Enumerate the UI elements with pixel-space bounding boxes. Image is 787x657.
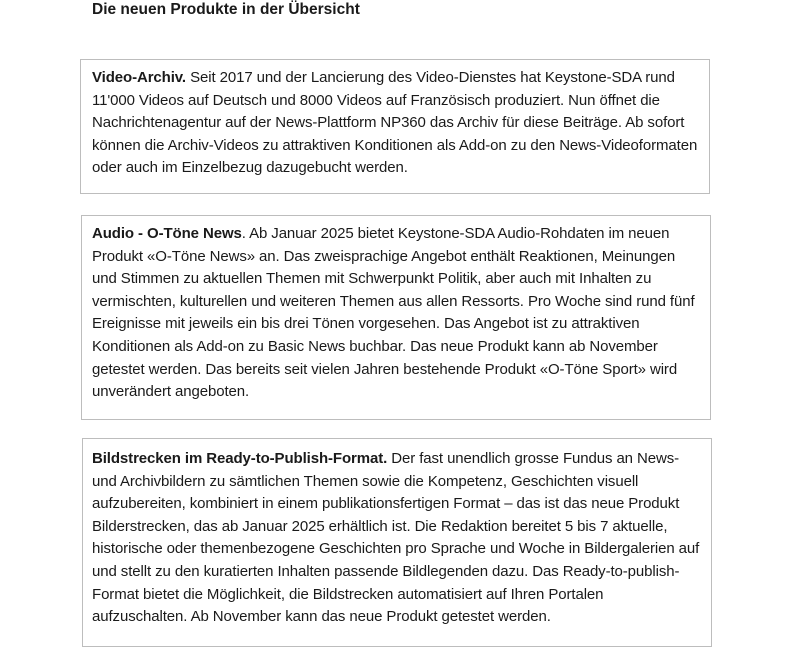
section-heading: Die neuen Produkte in der Übersicht [92, 1, 360, 18]
product-text: Seit 2017 und der Lancierung des Video-Dienstes hat Keystone-SDA rund 11'000 Videos auf Deutsch und 8000 Videos auf Französisch produziert. Nun öffnet die Nachrichtenagentur auf der News-Plattform NP360 das Archiv für diese Beiträge. Ab sofort können die Archiv-Videos zu attraktiven Konditionen als Add-on zu den News-Videoformaten oder auch im Einzelbezug dazugebucht werden. [92, 69, 698, 177]
product-title: Bildstrecken im Ready-to-Publish-Format. [92, 450, 388, 467]
product-description [92, 448, 701, 629]
product-text: . Ab Januar 2025 bietet Keystone-SDA Audio-Rohdaten im neuen Produkt «O-Töne News» an. Das zweisprachige Angebot enthält Reaktionen, Meinungen und Stimmen zu aktuellen Themen mit Schwerpunkt Politik, aber auch mit Inhalten zu vermischten, kulturellen und weiteren Themen aus allen Ressorts. Pro Woche sind rund fünf Ereignisse mit jeweils ein bis drei Tönen vorgesehen. Das Angebot ist zu attraktiven Konditionen als Add-on zu Basic News buchbar. Das neue Produkt kann ab November getestet werden. Das bereits seit vielen Jahren bestehende Produkt «O-Töne Sport» wird unverändert angeboten. [92, 225, 695, 401]
product-description [92, 223, 700, 404]
product-title: Video-Archiv. [92, 69, 187, 86]
product-text: Der fast unendlich grosse Fundus an News- und Archivbildern zu sämtlichen Themen sowie die Kompetenz, Geschichten visuell aufzubereiten, kombiniert in einem publikationsfertigen Format – das ist das neue Produkt Bilderstrecken, das ab Januar 2025 erhältlich ist. Die Redaktion bereitet 5 bis 7 aktuelle, historische oder themenbezogene Geschichten pro Sprache und Woche in Bildergalerien auf und stellt zu den kuratierten Inhalten passende Bildlegenden dazu. Das Ready-to-publish-Format bietet die Möglichkeit, die Bildstrecken automatisiert auf Ihren Portalen aufzuschalten. Ab November kann das neue Produkt getestet werden. [92, 450, 700, 626]
product-box-video-archiv [80, 59, 710, 194]
product-box-audio-o-toene-news [81, 215, 711, 420]
product-box-bildstrecken [82, 438, 712, 647]
product-description [92, 67, 699, 180]
product-title: Audio - O-Töne News [92, 225, 242, 242]
